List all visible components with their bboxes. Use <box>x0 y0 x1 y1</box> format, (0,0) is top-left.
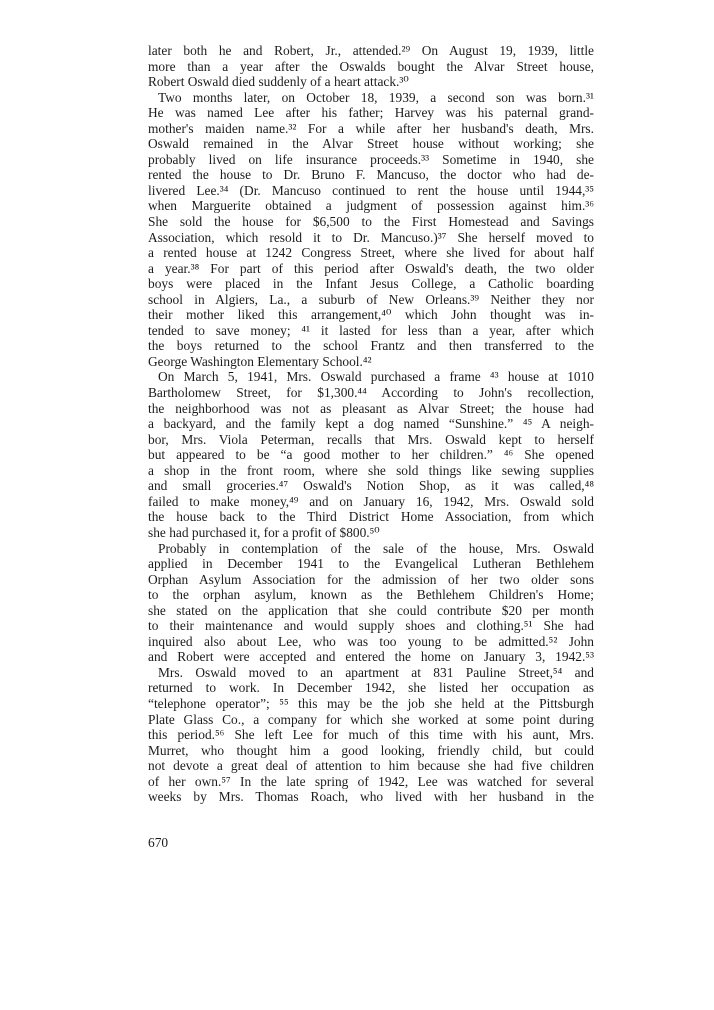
text-line: Bartholomew Street, for $1,300.⁴⁴ According to John's recollection, <box>148 385 594 401</box>
text-line: Association, which resold it to Dr. Mancuso.)³⁷ She herself moved to <box>148 229 594 245</box>
text-line: rented the house to Dr. Bruno F. Mancuso, the doctor who had de- <box>148 167 594 183</box>
text-line: a shop in the front room, where she sold things like sewing supplies <box>148 462 594 478</box>
text-line: weeks by Mrs. Thomas Roach, who lived with her husband in the <box>148 789 594 805</box>
text-line: not devote a great deal of attention to him because she had five children <box>148 758 594 774</box>
text-line: Orphan Asylum Association for the admission of her two older sons <box>148 571 594 587</box>
page-number: 670 <box>148 835 169 850</box>
text-line: a year.³⁸ For part of this period after Oswald's death, the two older <box>148 260 594 276</box>
text-line: a backyard, and the family kept a dog named “Sunshine.” ⁴⁵ A neigh- <box>148 416 594 432</box>
text-line: George Washington Elementary School.⁴² <box>148 353 372 369</box>
text-line: He was named Lee after his father; Harvey was his paternal grand- <box>148 105 594 121</box>
text-line: this period.⁵⁶ She left Lee for much of this time with his aunt, Mrs. <box>148 727 594 743</box>
text-line: inquired also about Lee, who was too young to be admitted.⁵² John <box>148 633 594 649</box>
text-line: boys were placed in the Infant Jesus College, a Catholic boarding <box>148 276 594 292</box>
text-line: the boys returned to the school Frantz and then transferred to the <box>148 338 594 354</box>
text-line: and Robert were accepted and entered the home on January 3, 1942.⁵³ <box>148 649 594 665</box>
text-line: but appeared to be “a good mother to her children.” ⁴⁶ She opened <box>148 447 594 463</box>
text-line: Oswald remained in the Alvar Street house without working; she <box>148 136 594 152</box>
text-line: Two months later, on October 18, 1939, a second son was born.³¹ <box>158 89 594 105</box>
text-line: Probably in contemplation of the sale of the house, Mrs. Oswald <box>158 540 594 556</box>
text-line: Mrs. Oswald moved to an apartment at 831 Pauline Street,⁵⁴ and <box>158 664 594 680</box>
text-line: the house back to the Third District Home Association, from which <box>148 509 594 525</box>
text-line: livered Lee.³⁴ (Dr. Mancuso continued to rent the house until 1944,³⁵ <box>148 182 594 198</box>
text-line: Robert Oswald died suddenly of a heart attack.³⁰ <box>148 74 409 90</box>
text-line: to the orphan asylum, known as the Bethlehem Children's Home; <box>148 587 594 603</box>
text-line: mother's maiden name.³² For a while after her husband's death, Mrs. <box>148 120 594 136</box>
text-line: she had purchased it, for a profit of $800.⁵⁰ <box>148 524 380 540</box>
text-line: more than a year after the Oswalds bought the Alvar Street house, <box>148 58 594 74</box>
text-line: bor, Mrs. Viola Peterman, recalls that Mrs. Oswald kept to herself <box>148 431 594 447</box>
text-line: tended to save money; ⁴¹ it lasted for less than a year, after which <box>148 322 594 338</box>
text-line: applied in December 1941 to the Evangelical Lutheran Bethlehem <box>148 556 594 572</box>
text-line: school in Algiers, La., a suburb of New Orleans.³⁹ Neither they nor <box>148 291 594 307</box>
text-line: and small groceries.⁴⁷ Oswald's Notion Shop, as it was called,⁴⁸ <box>148 478 594 494</box>
text-line: “telephone operator”; ⁵⁵ this may be the job she held at the Pittsburgh <box>148 695 594 711</box>
page-body <box>148 43 594 805</box>
text-line: She sold the house for $6,500 to the First Homestead and Savings <box>148 214 594 230</box>
text-line: of her own.⁵⁷ In the late spring of 1942, Lee was watched for several <box>148 773 594 789</box>
text-line: On March 5, 1941, Mrs. Oswald purchased a frame ⁴³ house at 1010 <box>158 369 594 385</box>
text-line: a rented house at 1242 Congress Street, where she lived for about half <box>148 245 594 261</box>
text-line: the neighborhood was not as pleasant as Alvar Street; the house had <box>148 400 594 416</box>
text-line: to their maintenance and would supply shoes and clothing.⁵¹ She had <box>148 618 594 634</box>
text-line: their mother liked this arrangement,⁴⁰ which John thought was in- <box>148 307 594 323</box>
text-line: Murret, who thought him a good looking, friendly child, but could <box>148 742 594 758</box>
text-line: failed to make money,⁴⁹ and on January 16, 1942, Mrs. Oswald sold <box>148 493 594 509</box>
text-line: Plate Glass Co., a company for which she worked at some point during <box>148 711 594 727</box>
text-line: probably lived on life insurance proceeds.³³ Sometime in 1940, she <box>148 151 594 167</box>
text-line: when Marguerite obtained a judgment of possession against him.³⁶ <box>148 198 594 214</box>
text-line: later both he and Robert, Jr., attended.²⁹ On August 19, 1939, little <box>148 43 594 58</box>
text-line: returned to work. In December 1942, she listed her occupation as <box>148 680 594 696</box>
text-line: she stated on the application that she could contribute $20 per month <box>148 602 594 618</box>
